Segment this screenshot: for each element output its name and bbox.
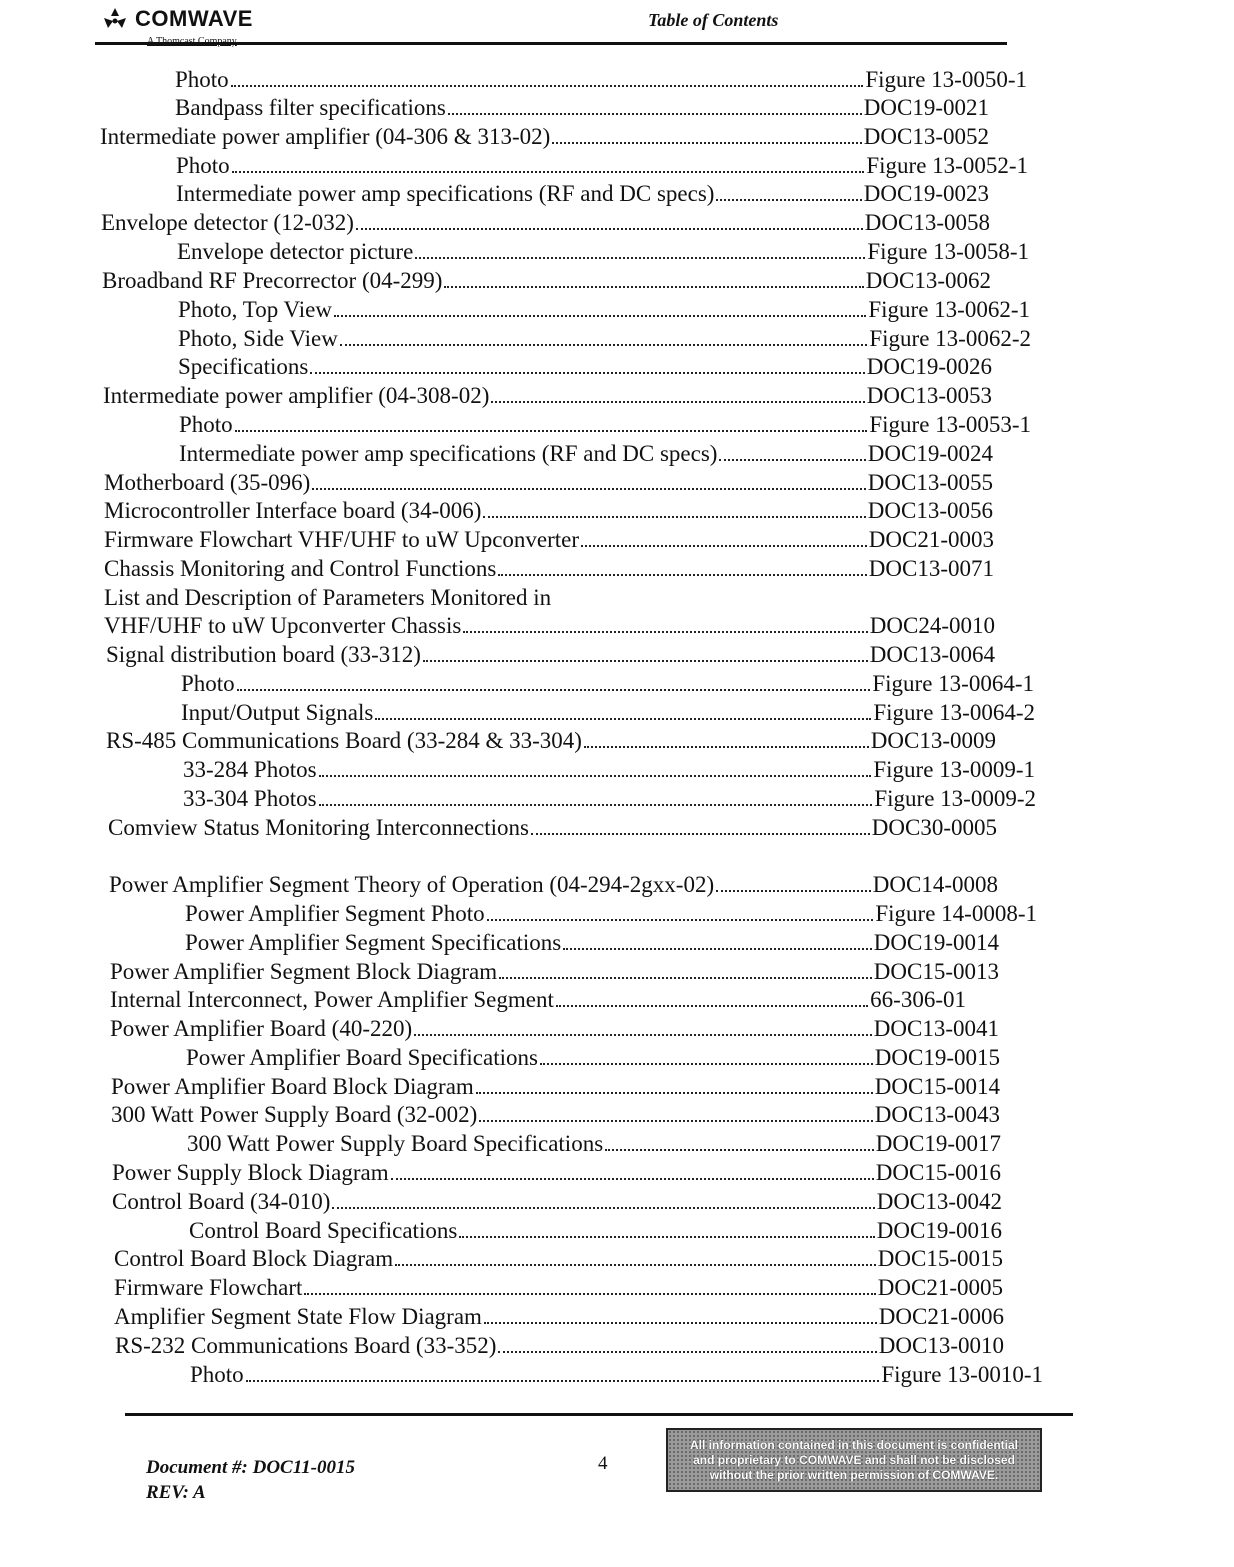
toc-entry-ref: Figure 13-0062-2 [869, 326, 1031, 351]
toc-leader [375, 718, 871, 720]
toc-entry-ref: Figure 13-0009-1 [873, 757, 1035, 782]
toc-entry-label: Photo [181, 671, 235, 696]
toc-entry-ref: DOC13-0071 [868, 556, 994, 581]
toc-entry-ref: DOC19-0021 [863, 95, 989, 120]
toc-entry [183, 756, 1035, 784]
toc-leader [476, 1092, 873, 1094]
toc-entry-label: Envelope detector picture [177, 239, 414, 264]
toc-entry-ref: Figure 14-0008-1 [875, 901, 1037, 926]
toc-entry-label: Power Amplifier Segment Block Diagram [110, 959, 498, 984]
toc-entry-ref: DOC21-0003 [868, 527, 994, 552]
toc-entry-ref: Figure 13-0052-1 [866, 153, 1028, 178]
toc-leader [484, 1322, 877, 1324]
toc-leader [463, 631, 867, 633]
toc-entry [101, 209, 990, 237]
toc-entry [114, 1303, 1004, 1331]
toc-leader [531, 833, 870, 835]
toc-entry-label: Power Amplifier Segment Specifications [185, 930, 562, 955]
toc-entry-label: Input/Output Signals [181, 700, 374, 725]
toc-entry-ref: Figure 13-0009-2 [874, 786, 1036, 811]
toc-leader [540, 1063, 873, 1065]
toc-entry-label: Firmware Flowchart [114, 1275, 303, 1300]
toc-entry [176, 180, 989, 208]
toc-entry-label: List and Description of Parameters Monitored in [104, 585, 552, 610]
toc-leader [232, 171, 865, 173]
toc-leader [423, 660, 868, 662]
toc-leader [304, 1293, 875, 1295]
toc-leader [356, 228, 863, 230]
toc-entry-label: Specifications [178, 354, 309, 379]
toc-entry-ref: Figure 13-0058-1 [867, 239, 1029, 264]
toc-leader [334, 315, 866, 317]
toc-entry-label: Signal distribution board (33-312) [106, 642, 421, 667]
toc-entry [103, 382, 992, 410]
toc-entry [181, 699, 1035, 727]
toc-leader [498, 1351, 876, 1353]
toc-entry-ref: DOC15-0016 [875, 1160, 1001, 1185]
toc-entry [111, 1101, 1000, 1129]
toc-leader [459, 1236, 874, 1238]
toc-entry-ref: DOC13-0064 [869, 642, 995, 667]
page-number: 4 [598, 1453, 608, 1474]
toc-entry [106, 641, 995, 669]
toc-leader [319, 804, 873, 806]
toc-entry-ref: Figure 13-0053-1 [869, 412, 1031, 437]
toc-entry [183, 785, 1036, 813]
toc-entry-ref: DOC13-0058 [864, 210, 990, 235]
toc-entry-label: Power Amplifier Board Block Diagram [111, 1074, 474, 1099]
toc-entry-ref: DOC13-0055 [867, 470, 993, 495]
toc-entry-label: Intermediate power amp specifications (RF and DC specs) [179, 441, 718, 466]
toc-entry-ref: DOC13-0052 [863, 124, 989, 149]
toc-entry [104, 526, 994, 554]
toc-leader [340, 344, 868, 346]
toc-leader [246, 1380, 880, 1382]
toc-entry-ref: DOC15-0014 [874, 1074, 1000, 1099]
toc-entry [102, 267, 991, 295]
revision: REV: A [146, 1482, 206, 1503]
toc-entry-label: 33-284 Photos [183, 757, 317, 782]
page-title: Table of Contents [648, 10, 779, 30]
toc-entry [104, 612, 995, 640]
toc-entry-label: Photo, Top View [178, 297, 332, 322]
toc-entry [179, 411, 1031, 439]
toc-entry [104, 555, 994, 583]
toc-entry-label: 300 Watt Power Supply Board Specifications [187, 1131, 604, 1156]
toc-entry-label: Internal Interconnect, Power Amplifier Segment [110, 987, 554, 1012]
toc-entry [178, 296, 1030, 324]
toc-entry-ref: DOC13-0053 [866, 383, 992, 408]
toc-entry-label: Photo [176, 153, 230, 178]
toc-entry [106, 727, 996, 755]
toc-leader [395, 1264, 876, 1266]
toc-entry-label: Firmware Flowchart VHF/UHF to uW Upconverter [104, 527, 580, 552]
toc-entry-ref: 66-306-01 [870, 987, 966, 1012]
toc-entry [185, 929, 999, 957]
toc-leader [498, 574, 866, 576]
toc-entry-label: Power Supply Block Diagram [112, 1160, 389, 1185]
toc-entry-label: Control Board (34-010) [112, 1189, 331, 1214]
toc-entry-ref: Figure 13-0064-2 [873, 700, 1035, 725]
toc-leader [716, 199, 861, 201]
toc-entry-ref: Figure 13-0050-1 [865, 67, 1027, 92]
toc-entry-label: Control Board Specifications [189, 1218, 458, 1243]
toc-entry-ref: DOC14-0008 [872, 872, 998, 897]
toc-entry [176, 152, 1028, 180]
toc-entry-label: Power Amplifier Board (40-220) [110, 1016, 413, 1041]
toc-entry-ref: DOC15-0015 [877, 1246, 1003, 1271]
toc-leader [581, 545, 867, 547]
toc-entry-ref: Figure 13-0010-1 [881, 1362, 1043, 1387]
toc-leader [415, 257, 865, 259]
toc-entry [177, 238, 1029, 266]
toc-entry [185, 900, 1037, 928]
toc-entry [110, 1015, 999, 1043]
toc-entry [175, 66, 1027, 94]
toc-leader [719, 459, 865, 461]
toc-entry [108, 814, 997, 842]
toc-entry [110, 958, 999, 986]
toc-entry-ref: DOC21-0005 [877, 1275, 1003, 1300]
toc-entry [112, 1188, 1002, 1216]
toc-entry-ref: DOC13-0009 [870, 728, 996, 753]
brand-name: COMWAVE [135, 6, 253, 31]
toc-leader [448, 113, 862, 115]
toc-entry [112, 1159, 1001, 1187]
toc-leader [414, 1034, 872, 1036]
toc-entry-label: Control Board Block Diagram [114, 1246, 394, 1271]
toc-entry-ref: DOC13-0010 [878, 1333, 1004, 1358]
toc-entry [189, 1217, 1002, 1245]
toc-entry [111, 1073, 1000, 1101]
toc-entry-ref: DOC13-0056 [867, 498, 993, 523]
toc-entry-ref: Figure 13-0062-1 [868, 297, 1030, 322]
footer-rule [125, 1413, 1073, 1416]
toc-leader [312, 488, 865, 490]
toc-leader [584, 746, 869, 748]
toc-entry [110, 986, 966, 1014]
toc-leader [499, 977, 872, 979]
toc-entry [104, 584, 994, 612]
toc-leader [491, 401, 864, 403]
toc-entry [104, 497, 993, 525]
confidentiality-notice [666, 1428, 1042, 1492]
toc-entry-ref: DOC19-0014 [873, 930, 999, 955]
document-number: Document #: DOC11-0015 [146, 1457, 355, 1478]
toc-entry [100, 123, 989, 151]
toc-leader [483, 516, 865, 518]
toc-entry-label: Bandpass filter specifications [175, 95, 446, 120]
toc-entry-label: VHF/UHF to uW Upconverter Chassis [104, 613, 462, 638]
toc-entry-label: RS-232 Communications Board (33-352) [115, 1333, 497, 1358]
toc-leader [310, 372, 864, 374]
toc-entry [104, 469, 993, 497]
toc-entry-label: Envelope detector (12-032) [101, 210, 354, 235]
toc-entry [181, 670, 1034, 698]
toc-entry-ref: DOC21-0006 [878, 1304, 1004, 1329]
toc-entry-ref: DOC19-0026 [866, 354, 992, 379]
toc-entry-label: Amplifier Segment State Flow Diagram [114, 1304, 482, 1329]
toc-entry [175, 94, 989, 122]
toc-entry [114, 1274, 1003, 1302]
toc-entry-label: 300 Watt Power Supply Board (32-002) [111, 1102, 478, 1127]
toc-leader [563, 948, 872, 950]
toc-entry-label: Broadband RF Precorrector (04-299) [102, 268, 443, 293]
toc-entry-label: Microcontroller Interface board (34-006) [104, 498, 482, 523]
toc-entry-label: Photo, Side View [178, 326, 338, 351]
toc-leader [231, 85, 864, 87]
toc-entry-label: Intermediate power amplifier (04-308-02) [103, 383, 490, 408]
toc-entry [115, 1332, 1004, 1360]
toc-entry-label: Chassis Monitoring and Control Functions [104, 556, 497, 581]
toc-entry [186, 1044, 1000, 1072]
toc-entry [109, 871, 998, 899]
toc-entry-ref: DOC13-0062 [865, 268, 991, 293]
toc-entry-ref: DOC15-0013 [873, 959, 999, 984]
toc-entry-label: Photo [179, 412, 233, 437]
toc-entry-ref: DOC13-0042 [876, 1189, 1002, 1214]
toc-entry-ref: Figure 13-0064-1 [872, 671, 1034, 696]
toc-leader [319, 775, 872, 777]
toc-entry-ref: DOC19-0016 [876, 1218, 1002, 1243]
toc-entry-ref: DOC19-0023 [863, 181, 989, 206]
toc-entry [190, 1361, 1043, 1389]
toc-leader [332, 1207, 874, 1209]
toc-entry-label: RS-485 Communications Board (33-284 & 33-304) [106, 728, 582, 753]
toc-entry-ref: DOC24-0010 [869, 613, 995, 638]
toc-entry-label: Intermediate power amplifier (04-306 & 313-02) [100, 124, 551, 149]
toc-entry-label: 33-304 Photos [183, 786, 317, 811]
toc-entry-label: Power Amplifier Board Specifications [186, 1045, 538, 1070]
toc-leader [479, 1120, 872, 1122]
toc-entry [179, 440, 993, 468]
toc-entry-ref: DOC13-0041 [873, 1016, 999, 1041]
toc-entry [187, 1130, 1001, 1158]
toc-leader [556, 1005, 868, 1007]
toc-entry-label: Photo [175, 67, 229, 92]
toc-entry-label: Power Amplifier Segment Photo [185, 901, 485, 926]
toc-leader [716, 890, 871, 892]
toc-entry-label: Power Amplifier Segment Theory of Operation (04-294-2gxx-02) [109, 872, 715, 897]
toc-leader [391, 1178, 874, 1180]
confidentiality-notice-text: All information contained in this document is confidential and proprietary to COMWAVE and shall not be disclosed without the prior written permission of COMWAVE. [689, 1437, 1018, 1482]
toc-entry [178, 325, 1031, 353]
toc-entry-ref: DOC13-0043 [874, 1102, 1000, 1127]
toc-entry-ref: DOC19-0024 [867, 441, 993, 466]
toc-entry-ref: DOC30-0005 [871, 815, 997, 840]
toc-entry-ref: DOC19-0017 [875, 1131, 1001, 1156]
toc-leader [444, 286, 863, 288]
toc-entry-label: Intermediate power amp specifications (RF and DC specs) [176, 181, 715, 206]
toc-entry-ref: DOC19-0015 [874, 1045, 1000, 1070]
toc-leader [605, 1149, 874, 1151]
toc-leader [552, 142, 862, 144]
toc-entry-label: Motherboard (35-096) [104, 470, 311, 495]
toc-entry [178, 353, 992, 381]
toc-leader [235, 430, 868, 432]
toc-leader [487, 919, 874, 921]
toc-leader [237, 689, 871, 691]
toc-entry-label: Comview Status Monitoring Interconnections [108, 815, 529, 840]
toc-entry-label: Photo [190, 1362, 244, 1387]
toc-entry [114, 1245, 1003, 1273]
